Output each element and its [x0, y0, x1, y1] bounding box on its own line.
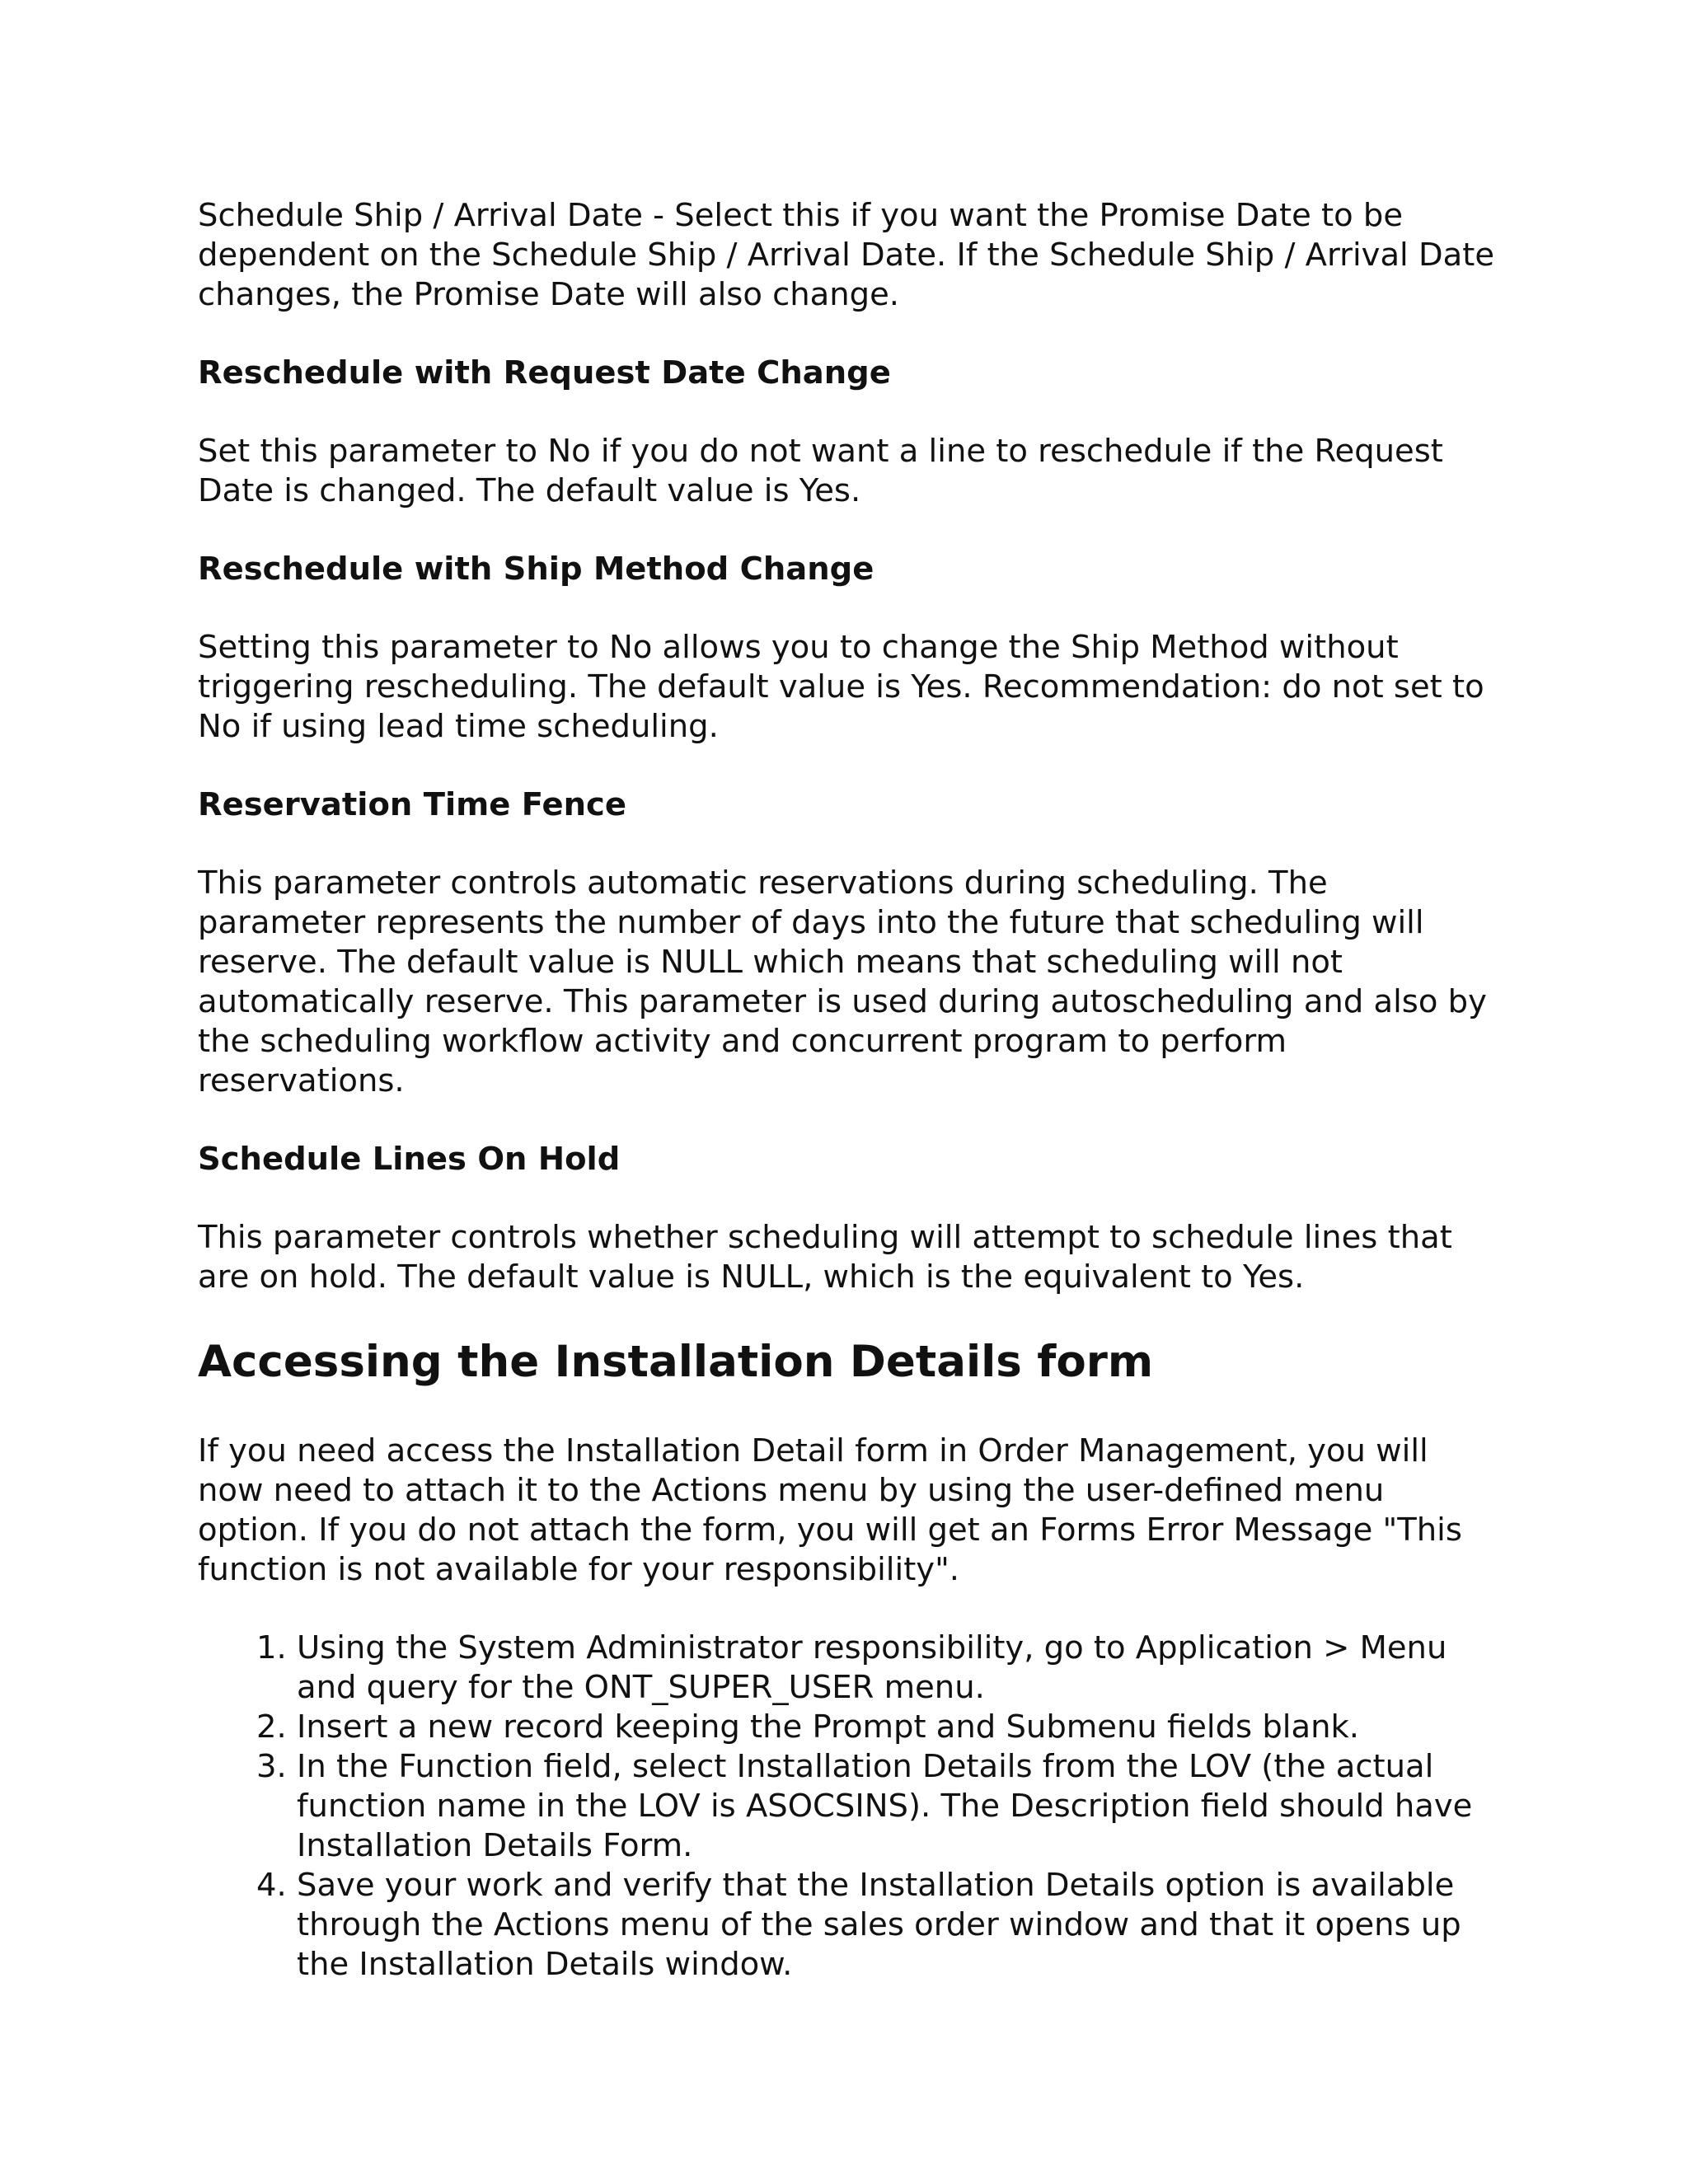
section-heading-ship-method: Reschedule with Ship Method Change [198, 551, 874, 588]
intro-paragraph: Schedule Ship / Arrival Date - Select this if you want the Promise Date to be dependent on the Schedule Ship / Arrival Date. If the Schedule Ship / Arrival Date changes, the Promise Date will also change. [198, 197, 1495, 313]
installation-step: 4. Save your work and verify that the Installation Details option is available through the Actions menu of the sales order window and that it opens up the Installation Details window. [297, 1866, 1500, 1985]
section-body-reservation-fence: This parameter controls automatic reservations during scheduling. The parameter represents the number of days into the future that scheduling will reserve. The default value is NULL which means that scheduling will not automatically reserve. This parameter is used during autoscheduling and also by the scheduling workflow activity and concurrent program to perform reservations. [198, 865, 1487, 1099]
installation-intro: If you need access the Installation Detail form in Order Management, you will now need to attach it to the Actions menu by using the user-defined menu option. If you do not attach the form, you will get an Forms Error Message "This function is not available for your responsibility". [198, 1432, 1462, 1588]
section-body-ship-method: Setting this parameter to No allows you to change the Ship Method without triggering rescheduling. The default value is Yes. Recommendation: do not set to No if using lead time scheduling. [198, 629, 1484, 745]
document-page [198, 196, 1500, 1985]
installation-step: 1. Using the System Administrator responsibility, go to Application > Menu and query for the ONT_SUPER_USER menu. [297, 1629, 1500, 1708]
installation-step: 2. Insert a new record keeping the Prompt and Submenu fields blank. [297, 1708, 1500, 1747]
section-body-request-date: Set this parameter to No if you do not want a line to reschedule if the Request Date is changed. The default value is Yes. [198, 433, 1443, 509]
installation-steps-list [198, 1629, 1500, 1985]
section-heading-reservation-fence: Reservation Time Fence [198, 786, 626, 823]
section-heading-request-date: Reschedule with Request Date Change [198, 354, 891, 391]
installation-heading: Accessing the Installation Details form [198, 1337, 1154, 1387]
section-body-lines-on-hold: This parameter controls whether scheduling will attempt to schedule lines that are on hold. The default value is NULL, which is the equivalent to Yes. [198, 1219, 1452, 1296]
section-heading-lines-on-hold: Schedule Lines On Hold [198, 1141, 621, 1178]
installation-step: 3. In the Function field, select Installation Details from the LOV (the actual function name in the LOV is ASOCSINS). The Description field should have Installation Details Form. [297, 1747, 1500, 1866]
